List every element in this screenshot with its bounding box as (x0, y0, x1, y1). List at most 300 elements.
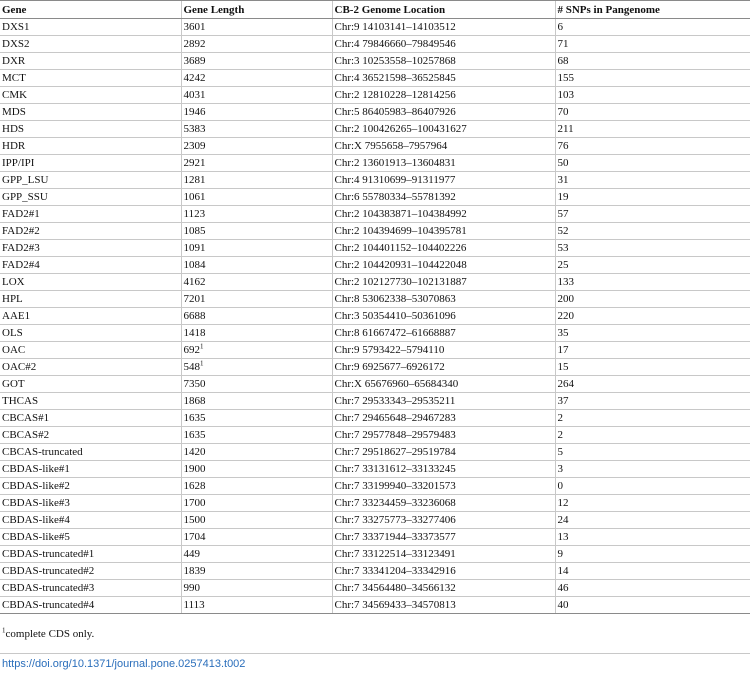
genome-location-cell-value: Chr:8 53062338–53070863 (334, 293, 456, 305)
snps-cell-value: 31 (557, 174, 569, 186)
snps-cell (555, 495, 750, 512)
genome-location-cell (332, 563, 555, 580)
genome-location-cell-value: Chr:2 104394699–104395781 (334, 225, 467, 237)
gene-cell (0, 274, 181, 291)
gene-length-cell-value: 6688 (183, 310, 206, 322)
genome-location-cell-value: Chr:4 36521598–36525845 (334, 72, 456, 84)
genome-location-cell-value: Chr:7 34569433–34570813 (334, 599, 456, 611)
genome-location-cell-value: Chr:2 12810228–12814256 (334, 89, 456, 101)
gene-length-cell-value: 1900 (183, 463, 206, 475)
snps-cell-value: 46 (557, 582, 569, 594)
snps-cell-value: 24 (557, 514, 569, 526)
gene-length-cell-value: 1420 (183, 446, 206, 458)
genome-location-cell-value: Chr:7 33341204–33342916 (334, 565, 456, 577)
snps-cell-value: 15 (557, 361, 569, 373)
table-row (0, 172, 750, 189)
gene-cell-value: HPL (2, 293, 23, 305)
genome-location-cell-value: Chr:9 14103141–14103512 (334, 21, 456, 33)
gene-cell (0, 36, 181, 53)
gene-cell-value: HDR (2, 140, 26, 152)
table-row (0, 257, 750, 274)
genome-location-cell-value: Chr:5 86405983–86407926 (334, 106, 456, 118)
genome-location-cell-value: Chr:X 65676960–65684340 (334, 378, 459, 390)
table-row (0, 121, 750, 138)
table-row (0, 410, 750, 427)
gene-cell (0, 410, 181, 427)
genome-location-cell (332, 155, 555, 172)
genome-location-cell-value: Chr:7 33131612–33133245 (334, 463, 456, 475)
gene-cell (0, 138, 181, 155)
gene-length-cell (181, 240, 332, 257)
gene-cell (0, 359, 181, 376)
gene-length-cell-value: 3689 (183, 55, 206, 67)
gene-cell-value: THCAS (2, 395, 39, 407)
snps-cell (555, 206, 750, 223)
gene-cell-value: MDS (2, 106, 26, 118)
gene-cell (0, 529, 181, 546)
table-row (0, 478, 750, 495)
snps-cell (555, 240, 750, 257)
gene-cell-value: CBDAS-like#4 (2, 514, 70, 526)
gene-length-cell-value: 1704 (183, 531, 206, 543)
snps-cell-value: 57 (557, 208, 569, 220)
snps-cell-value: 0 (557, 480, 563, 492)
snps-cell-value: 211 (557, 123, 574, 135)
gene-length-cell (181, 325, 332, 342)
snps-cell (555, 155, 750, 172)
snps-cell-value: 14 (557, 565, 569, 577)
gene-length-cell (181, 121, 332, 138)
gene-cell (0, 121, 181, 138)
gene-cell-value: CBDAS-like#5 (2, 531, 70, 543)
snps-cell-value: 3 (557, 463, 563, 475)
gene-length-cell-value: 2921 (183, 157, 206, 169)
gene-cell-value: CBCAS#1 (2, 412, 50, 424)
genome-location-cell-value: Chr:2 102127730–102131887 (334, 276, 467, 288)
gene-cell (0, 342, 181, 359)
gene-cell (0, 393, 181, 410)
snps-cell-value: 52 (557, 225, 569, 237)
genome-location-cell-value: Chr:8 61667472–61668887 (334, 327, 456, 339)
gene-length-cell (181, 342, 332, 359)
gene-cell-value: CBDAS-like#3 (2, 497, 70, 509)
doi-link[interactable]: https://doi.org/10.1371/journal.pone.0257413.t002 (2, 658, 246, 670)
genome-location-cell (332, 19, 555, 36)
gene-cell-value: CBDAS-truncated#4 (2, 599, 95, 611)
snps-cell (555, 359, 750, 376)
table-row (0, 325, 750, 342)
gene-cell (0, 19, 181, 36)
snps-cell-value: 37 (557, 395, 569, 407)
gene-cell-value: FAD2#3 (2, 242, 40, 254)
gene-length-cell (181, 512, 332, 529)
gene-length-cell-value: 1418 (183, 327, 206, 339)
snps-cell (555, 70, 750, 87)
gene-cell (0, 291, 181, 308)
genome-location-cell (332, 393, 555, 410)
gene-cell-value: CBDAS-like#2 (2, 480, 70, 492)
snps-cell (555, 274, 750, 291)
genome-location-cell-value: Chr:9 5793422–5794110 (334, 344, 445, 356)
snps-cell (555, 104, 750, 121)
table-row (0, 104, 750, 121)
gene-cell (0, 580, 181, 597)
snps-cell (555, 19, 750, 36)
genome-location-cell-value: Chr:7 33199940–33201573 (334, 480, 456, 492)
snps-cell (555, 342, 750, 359)
table-row (0, 291, 750, 308)
snps-cell (555, 444, 750, 461)
gene-cell-value: OLS (2, 327, 23, 339)
gene-length-cell-value: 2309 (183, 140, 206, 152)
genome-location-cell (332, 274, 555, 291)
gene-length-cell (181, 376, 332, 393)
genome-location-cell-value: Chr:7 34564480–34566132 (334, 582, 456, 594)
snps-cell-value: 76 (557, 140, 569, 152)
table-row (0, 70, 750, 87)
gene-length-cell-value: 548 (183, 361, 200, 373)
gene-length-cell-value: 1628 (183, 480, 206, 492)
gene-length-cell-value: 4162 (183, 276, 206, 288)
gene-cell (0, 478, 181, 495)
genome-location-cell-value: Chr:7 29465648–29467283 (334, 412, 456, 424)
footnote-mark: 1 (2, 626, 6, 635)
genome-location-cell (332, 461, 555, 478)
genome-location-cell (332, 70, 555, 87)
gene-length-cell-value: 1281 (183, 174, 206, 186)
genome-location-cell (332, 478, 555, 495)
gene-length-cell-value: 1500 (183, 514, 206, 526)
gene-length-cell-value: 1084 (183, 259, 206, 271)
gene-cell-value: IPP/IPI (2, 157, 35, 169)
gene-cell (0, 206, 181, 223)
genome-location-cell (332, 512, 555, 529)
genome-location-cell (332, 121, 555, 138)
gene-cell (0, 257, 181, 274)
gene-cell-value: OAC (2, 344, 26, 356)
genome-location-cell-value: Chr:7 29533343–29535211 (334, 395, 456, 407)
snps-cell-value: 2 (557, 412, 563, 424)
genome-location-cell (332, 172, 555, 189)
gene-length-cell-value: 449 (183, 548, 200, 560)
gene-cell-value: MCT (2, 72, 26, 84)
genome-location-cell-value: Chr:6 55780334–55781392 (334, 191, 456, 203)
gene-cell-value: LOX (2, 276, 25, 288)
snps-cell (555, 172, 750, 189)
gene-cell-value: DXS1 (2, 21, 30, 33)
gene-cell (0, 427, 181, 444)
gene-length-cell-value: 2892 (183, 38, 206, 50)
genome-location-cell-value: Chr:X 7955658–7957964 (334, 140, 448, 152)
table-row (0, 529, 750, 546)
gene-cell (0, 444, 181, 461)
gene-cell (0, 563, 181, 580)
table-row (0, 342, 750, 359)
table-row (0, 444, 750, 461)
gene-cell (0, 240, 181, 257)
snps-cell (555, 53, 750, 70)
genome-location-cell-value: Chr:2 104383871–104384992 (334, 208, 467, 220)
genome-location-cell-value: Chr:2 100426265–100431627 (334, 123, 467, 135)
header-gene: Gene (0, 1, 181, 19)
gene-cell (0, 308, 181, 325)
gene-length-cell (181, 461, 332, 478)
table-row (0, 138, 750, 155)
gene-length-cell-value: 1085 (183, 225, 206, 237)
genome-location-cell-value: Chr:2 13601913–13604831 (334, 157, 456, 169)
gene-cell (0, 325, 181, 342)
genome-location-cell (332, 138, 555, 155)
gene-length-cell (181, 359, 332, 376)
gene-cell-value: CBCAS#2 (2, 429, 50, 441)
gene-length-cell-value: 7201 (183, 293, 206, 305)
snps-cell (555, 427, 750, 444)
gene-cell (0, 189, 181, 206)
gene-length-cell (181, 580, 332, 597)
gene-length-cell-value: 1868 (183, 395, 206, 407)
snps-cell-value: 133 (557, 276, 574, 288)
genome-location-cell-value: Chr:7 33371944–33373577 (334, 531, 456, 543)
table-row (0, 87, 750, 104)
snps-cell-value: 13 (557, 531, 569, 543)
gene-length-cell-value: 990 (183, 582, 200, 594)
genome-location-cell (332, 444, 555, 461)
snps-cell-value: 2 (557, 429, 563, 441)
gene-length-cell (181, 597, 332, 614)
snps-cell (555, 393, 750, 410)
genome-location-cell (332, 580, 555, 597)
gene-length-cell (181, 53, 332, 70)
gene-cell-value: HDS (2, 123, 25, 135)
snps-cell-value: 5 (557, 446, 563, 458)
header-genome-location: CB-2 Genome Location (332, 1, 555, 19)
genome-location-cell (332, 529, 555, 546)
gene-cell-value: DXR (2, 55, 26, 67)
table-row (0, 580, 750, 597)
gene-cell-value: OAC#2 (2, 361, 37, 373)
gene-length-cell-value: 5383 (183, 123, 206, 135)
table-row (0, 376, 750, 393)
gene-cell-value: FAD2#2 (2, 225, 40, 237)
genome-location-cell (332, 189, 555, 206)
genome-location-cell (332, 87, 555, 104)
genome-location-cell (332, 291, 555, 308)
footnote-text: complete CDS only. (5, 628, 95, 640)
gene-length-cell (181, 189, 332, 206)
genome-location-cell (332, 325, 555, 342)
snps-cell (555, 478, 750, 495)
gene-cell (0, 87, 181, 104)
snps-cell-value: 40 (557, 599, 569, 611)
genome-location-cell (332, 359, 555, 376)
snps-cell-value: 35 (557, 327, 569, 339)
gene-cell (0, 512, 181, 529)
genome-location-cell (332, 36, 555, 53)
gene-length-cell-value: 1123 (183, 208, 206, 220)
footnote-ref: 1 (200, 359, 204, 368)
table-row (0, 512, 750, 529)
table-row (0, 274, 750, 291)
gene-length-cell-value: 7350 (183, 378, 206, 390)
genome-location-cell-value: Chr:9 6925677–6926172 (334, 361, 445, 373)
snps-cell-value: 12 (557, 497, 569, 509)
footnote-ref: 1 (200, 342, 204, 351)
snps-cell (555, 512, 750, 529)
gene-length-cell (181, 223, 332, 240)
genome-location-cell (332, 308, 555, 325)
gene-cell-value: GPP_LSU (2, 174, 49, 186)
gene-length-cell (181, 87, 332, 104)
gene-cell-value: CMK (2, 89, 28, 101)
gene-cell-value: CBDAS-like#1 (2, 463, 70, 475)
snps-cell-value: 6 (557, 21, 563, 33)
gene-length-cell (181, 36, 332, 53)
gene-length-cell-value: 1946 (183, 106, 206, 118)
snps-cell-value: 200 (557, 293, 574, 305)
gene-length-cell-value: 4242 (183, 72, 206, 84)
gene-length-cell (181, 70, 332, 87)
table-row (0, 223, 750, 240)
header-snps: # SNPs in Pangenome (555, 1, 750, 19)
gene-cell (0, 461, 181, 478)
gene-length-cell (181, 427, 332, 444)
snps-cell (555, 87, 750, 104)
snps-cell-value: 53 (557, 242, 569, 254)
table-row (0, 597, 750, 614)
genome-location-cell-value: Chr:7 29518627–29519784 (334, 446, 456, 458)
gene-cell-value: CBDAS-truncated#3 (2, 582, 95, 594)
snps-cell (555, 563, 750, 580)
table-header-row (0, 1, 750, 19)
gene-cell (0, 155, 181, 172)
snps-cell (555, 376, 750, 393)
genome-location-cell (332, 376, 555, 393)
gene-length-cell (181, 444, 332, 461)
genome-location-cell (332, 597, 555, 614)
snps-cell-value: 9 (557, 548, 563, 560)
gene-length-cell (181, 172, 332, 189)
gene-length-cell (181, 308, 332, 325)
table-footnote (2, 628, 94, 640)
gene-length-cell-value: 692 (183, 344, 200, 356)
gene-length-cell-value: 1839 (183, 565, 206, 577)
snps-cell-value: 25 (557, 259, 569, 271)
table-row (0, 563, 750, 580)
table-row (0, 461, 750, 478)
snps-cell-value: 17 (557, 344, 569, 356)
genome-location-cell (332, 427, 555, 444)
table-row (0, 546, 750, 563)
gene-length-cell (181, 257, 332, 274)
gene-cell (0, 223, 181, 240)
snps-cell-value: 71 (557, 38, 569, 50)
snps-cell (555, 461, 750, 478)
genome-location-cell (332, 257, 555, 274)
gene-cell (0, 70, 181, 87)
table-row (0, 155, 750, 172)
gene-length-cell-value: 4031 (183, 89, 206, 101)
snps-cell-value: 103 (557, 89, 574, 101)
gene-cell (0, 597, 181, 614)
gene-length-cell (181, 529, 332, 546)
gene-cell-value: CBDAS-truncated#2 (2, 565, 95, 577)
genome-location-cell (332, 410, 555, 427)
gene-length-cell (181, 138, 332, 155)
gene-cell-value: CBCAS-truncated (2, 446, 83, 458)
gene-length-cell-value: 1113 (183, 599, 205, 611)
snps-cell-value: 68 (557, 55, 569, 67)
gene-length-cell (181, 563, 332, 580)
genome-location-cell-value: Chr:7 33122514–33123491 (334, 548, 456, 560)
doi-divider (0, 653, 750, 654)
snps-cell (555, 308, 750, 325)
table-row (0, 19, 750, 36)
snps-cell (555, 36, 750, 53)
gene-length-cell (181, 495, 332, 512)
gene-cell-value: CBDAS-truncated#1 (2, 548, 95, 560)
genome-location-cell (332, 104, 555, 121)
genome-location-cell (332, 495, 555, 512)
gene-cell (0, 53, 181, 70)
gene-cell (0, 546, 181, 563)
snps-cell (555, 138, 750, 155)
gene-cell (0, 172, 181, 189)
genome-location-cell-value: Chr:2 104420931–104422048 (334, 259, 467, 271)
gene-cell-value: AAE1 (2, 310, 31, 322)
genome-location-cell-value: Chr:4 79846660–79849546 (334, 38, 456, 50)
snps-cell (555, 529, 750, 546)
header-gene-length: Gene Length (181, 1, 332, 19)
gene-cell-value: GOT (2, 378, 25, 390)
gene-length-cell (181, 155, 332, 172)
genome-location-cell (332, 546, 555, 563)
snps-cell (555, 580, 750, 597)
genome-location-cell-value: Chr:4 91310699–91311977 (334, 174, 456, 186)
table-row (0, 206, 750, 223)
table-row (0, 36, 750, 53)
genome-location-cell (332, 223, 555, 240)
gene-cell-value: FAD2#4 (2, 259, 40, 271)
snps-cell (555, 257, 750, 274)
genome-location-cell-value: Chr:3 50354410–50361096 (334, 310, 456, 322)
table-row (0, 495, 750, 512)
gene-length-cell-value: 1635 (183, 429, 206, 441)
gene-cell-value: FAD2#1 (2, 208, 40, 220)
gene-length-cell (181, 274, 332, 291)
genome-location-cell-value: Chr:7 29577848–29579483 (334, 429, 456, 441)
gene-cell (0, 376, 181, 393)
table-body (0, 19, 750, 614)
genome-location-cell-value: Chr:7 33275773–33277406 (334, 514, 456, 526)
gene-length-cell (181, 546, 332, 563)
genome-location-cell-value: Chr:7 33234459–33236068 (334, 497, 456, 509)
gene-cell-value: DXS2 (2, 38, 30, 50)
gene-length-cell (181, 206, 332, 223)
gene-cell (0, 495, 181, 512)
gene-length-cell-value: 1061 (183, 191, 206, 203)
genome-location-cell-value: Chr:2 104401152–104402226 (334, 242, 467, 254)
gene-length-cell-value: 1091 (183, 242, 206, 254)
snps-cell (555, 291, 750, 308)
snps-cell (555, 546, 750, 563)
snps-cell (555, 189, 750, 206)
gene-length-cell (181, 410, 332, 427)
snps-cell-value: 50 (557, 157, 569, 169)
snps-cell (555, 597, 750, 614)
table-row (0, 359, 750, 376)
table-row (0, 53, 750, 70)
snps-cell-value: 264 (557, 378, 574, 390)
